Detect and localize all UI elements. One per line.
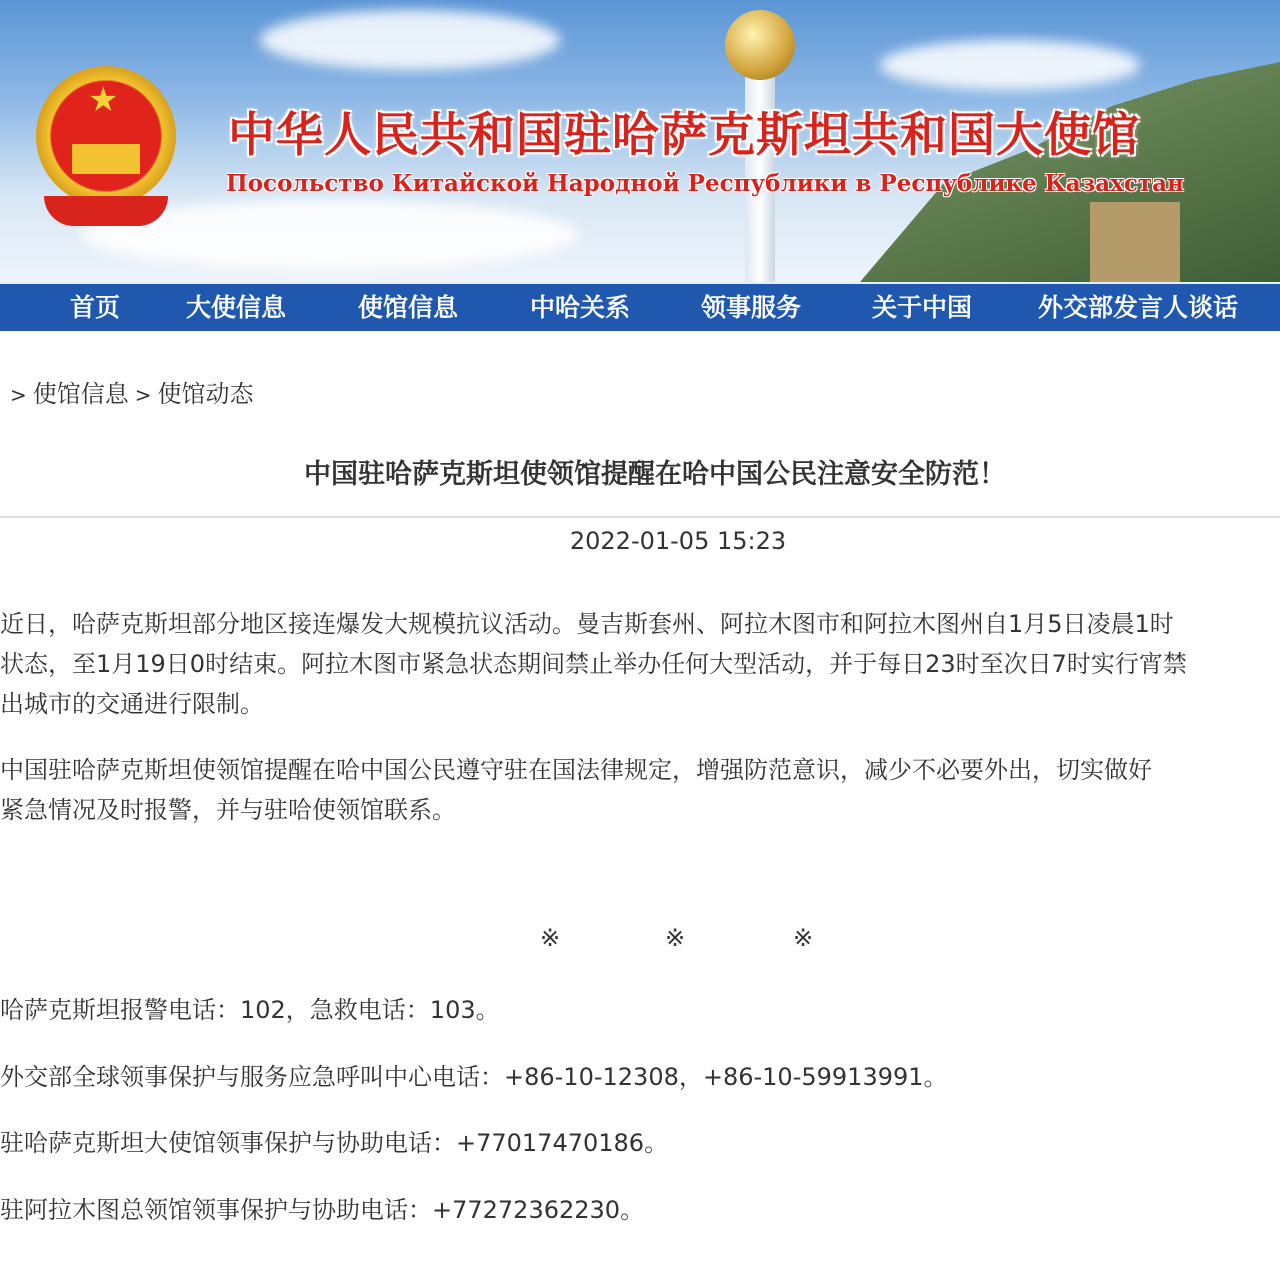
article-title: 中国驻哈萨克斯坦使领馆提醒在哈中国公民注意安全防范！: [304, 459, 1006, 490]
article-date: 2022-01-05 15:23: [569, 527, 787, 555]
main-nav: [0, 282, 1280, 331]
contact-line: 驻哈萨克斯坦大使馆领事保护与协助电话：+77017470186。: [0, 1129, 669, 1157]
breadcrumb-embassy-info[interactable]: 使馆信息: [32, 380, 129, 408]
reference-mark: ※: [540, 924, 561, 952]
nav-spokesperson[interactable]: 外交部发言人谈话: [1038, 293, 1239, 322]
contact-line: 哈萨克斯坦报警电话：102，急救电话：103。: [0, 996, 500, 1024]
site-title: 中华人民共和国驻哈萨克斯坦共和国大使馆: [228, 108, 1140, 163]
nav-ambassador[interactable]: 大使信息: [186, 293, 287, 322]
breadcrumb-news[interactable]: 使馆动态: [157, 380, 254, 408]
divider: [0, 516, 1280, 518]
national-emblem-icon: ★: [28, 66, 184, 232]
breadcrumb: [4, 374, 254, 409]
nav-home[interactable]: 首页: [70, 293, 121, 322]
paragraph-line: 中国驻哈萨克斯坦使领馆提醒在哈中国公民遵守驻在国法律规定，增强防范意识，减少不必要外出，切实做好: [0, 756, 1152, 784]
paragraph-line: 近日，哈萨克斯坦部分地区接连爆发大规模抗议活动。曼吉斯套州、阿拉木图市和阿拉木图州自1月5日凌晨1时: [0, 610, 1174, 638]
header-banner: [0, 0, 1280, 282]
contact-line: 外交部全球领事保护与服务应急呼叫中心电话：+86-10-12308，+86-10-59913991。: [0, 1063, 948, 1091]
paragraph-line: 紧急情况及时报警，并与驻哈使领馆联系。: [0, 796, 456, 824]
nav-about-china[interactable]: 关于中国: [872, 293, 973, 322]
nav-embassy-info[interactable]: 使馆信息: [358, 293, 459, 322]
reference-mark: ※: [793, 924, 814, 952]
nav-consular[interactable]: 领事服务: [701, 293, 802, 322]
paragraph-line: 状态，至1月19日0时结束。阿拉木图市紧急状态期间禁止举办任何大型活动，并于每日23时至次日7时实行宵禁: [0, 650, 1187, 678]
site-title-russian: Посольство Китайской Народной Республики в Республике Казахстан: [226, 170, 1184, 197]
paragraph-line: 出城市的交通进行限制。: [0, 690, 264, 718]
nav-china-kazakhstan[interactable]: 中哈关系: [530, 293, 631, 322]
great-wall-tower: [1090, 202, 1180, 282]
reference-mark: ※: [665, 924, 686, 952]
breadcrumb-sep: >: [134, 383, 152, 407]
contact-line: 驻阿拉木图总领馆领事保护与协助电话：+77272362230。: [0, 1196, 645, 1224]
breadcrumb-sep: >: [10, 383, 27, 407]
